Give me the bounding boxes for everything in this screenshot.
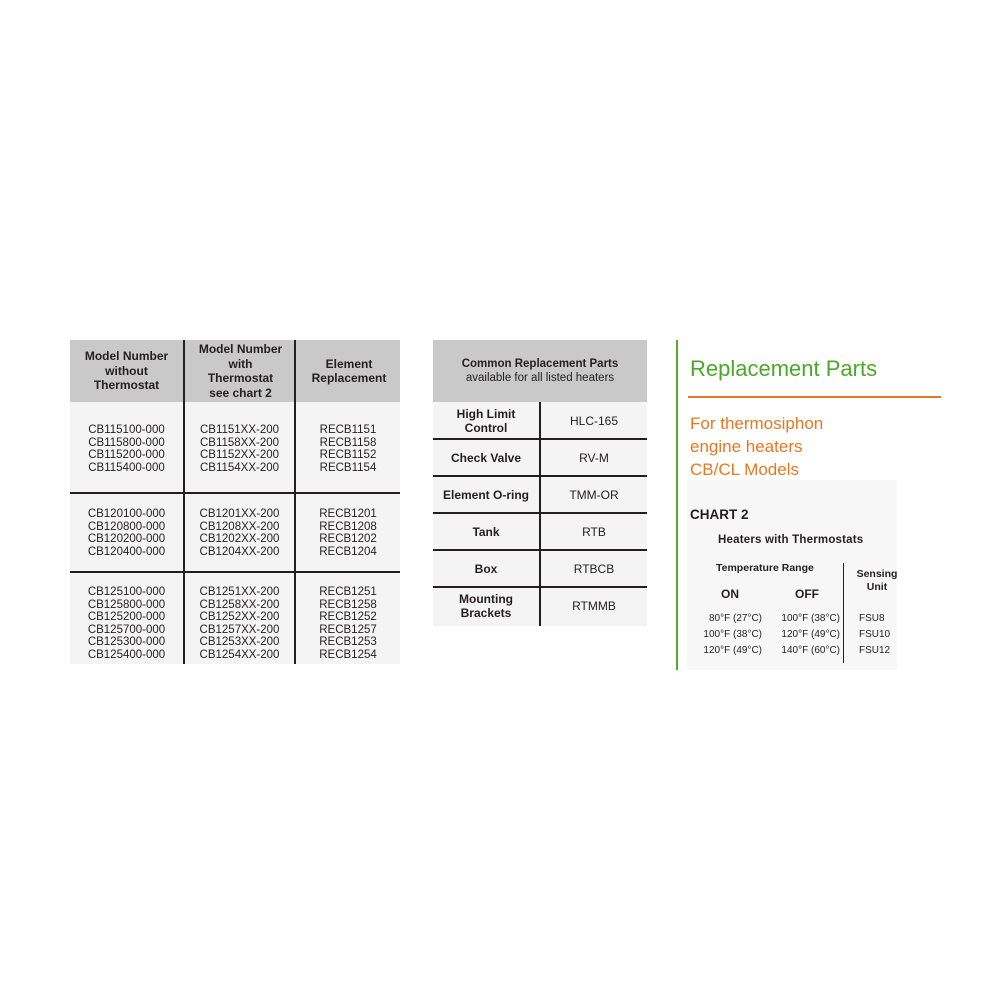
part-row bbox=[433, 476, 647, 513]
sensing-unit: FSU8 bbox=[859, 613, 885, 624]
part-number: RTMMB bbox=[572, 598, 616, 613]
temp-off: 140°F (60°C) bbox=[781, 645, 840, 656]
element-replacement: RECB1253 bbox=[319, 636, 377, 648]
part-name: Mounting Brackets bbox=[459, 591, 513, 620]
model-with-thermostat: CB1201XX-200 bbox=[199, 508, 280, 520]
model-with-thermostat: CB1204XX-200 bbox=[199, 545, 280, 558]
off-column-header: OFF bbox=[795, 587, 819, 601]
header-element-replacement: Element Replacement bbox=[311, 356, 387, 385]
sensing-unit-header: Sensing Unit bbox=[856, 568, 898, 593]
model-without-thermostat-list bbox=[70, 424, 183, 474]
part-name: Element O-ring bbox=[442, 487, 529, 502]
model-without-thermostat: CB125300-000 bbox=[87, 636, 166, 648]
part-row bbox=[433, 587, 647, 624]
model-with-thermostat: CB1254XX-200 bbox=[199, 648, 280, 661]
model-without-thermostat: CB115400-000 bbox=[88, 461, 165, 474]
part-name: Box bbox=[474, 561, 498, 576]
model-without-thermostat: CB125400-000 bbox=[87, 648, 166, 661]
title-rule bbox=[688, 396, 941, 398]
chart2-title: Heaters with Thermostats bbox=[718, 534, 864, 546]
element-replacement: RECB1154 bbox=[319, 461, 377, 474]
part-number: RTB bbox=[582, 524, 606, 539]
element-replacement: RECB1252 bbox=[319, 611, 377, 623]
model-with-thermostat: CB1258XX-200 bbox=[199, 598, 280, 611]
model-without-thermostat: CB120400-000 bbox=[87, 545, 166, 558]
element-replacement: RECB1254 bbox=[319, 648, 377, 661]
element-replacement: RECB1158 bbox=[319, 436, 377, 449]
model-with-thermostat-list bbox=[184, 508, 295, 558]
element-replacement: RECB1151 bbox=[319, 424, 377, 436]
part-name: Check Valve bbox=[450, 450, 522, 465]
model-without-thermostat: CB125200-000 bbox=[87, 611, 166, 623]
element-replacement: RECB1204 bbox=[319, 545, 377, 558]
model-without-thermostat-list bbox=[70, 586, 183, 661]
model-without-thermostat: CB115800-000 bbox=[88, 436, 165, 449]
chart2-label: CHART 2 bbox=[690, 507, 749, 522]
model-without-thermostat: CB125100-000 bbox=[87, 586, 166, 598]
sensing-unit: FSU10 bbox=[859, 629, 891, 640]
temp-on: 100°F (38°C) bbox=[703, 629, 762, 640]
group-divider bbox=[70, 492, 400, 494]
model-without-thermostat: CB120200-000 bbox=[87, 533, 166, 545]
element-replacement-list bbox=[296, 586, 400, 661]
model-without-thermostat: CB120100-000 bbox=[87, 508, 166, 520]
common-parts-table bbox=[433, 340, 647, 626]
element-replacement: RECB1258 bbox=[319, 598, 377, 611]
model-with-thermostat: CB1154XX-200 bbox=[199, 461, 280, 474]
part-row bbox=[433, 402, 647, 439]
temp-on: 120°F (49°C) bbox=[703, 645, 762, 656]
element-replacement-list bbox=[296, 424, 400, 474]
element-replacement: RECB1251 bbox=[319, 586, 377, 598]
part-row bbox=[433, 439, 647, 476]
parts-header-subtitle: available for all listed heaters bbox=[465, 372, 615, 384]
element-replacement: RECB1202 bbox=[319, 533, 377, 545]
temperature-range-label: Temperature Range bbox=[716, 562, 814, 574]
model-with-thermostat: CB1257XX-200 bbox=[199, 623, 280, 636]
model-without-thermostat-list bbox=[70, 508, 183, 558]
sensing-divider bbox=[843, 563, 844, 663]
part-number: RTBCB bbox=[573, 561, 615, 576]
element-replacement: RECB1201 bbox=[319, 508, 377, 520]
model-with-thermostat: CB1158XX-200 bbox=[199, 436, 280, 449]
model-with-thermostat-list bbox=[184, 586, 295, 661]
temp-off: 120°F (49°C) bbox=[781, 629, 840, 640]
parts-table-header bbox=[433, 340, 647, 402]
part-row bbox=[433, 550, 647, 587]
model-without-thermostat: CB125700-000 bbox=[87, 623, 166, 636]
header-without-thermostat: Model Number without Thermostat bbox=[84, 349, 169, 393]
model-without-thermostat: CB125800-000 bbox=[87, 598, 166, 611]
parts-header-title: Common Replacement Parts bbox=[461, 358, 619, 370]
element-replacement: RECB1152 bbox=[319, 449, 377, 461]
model-with-thermostat: CB1208XX-200 bbox=[199, 520, 280, 533]
part-number: HLC-165 bbox=[569, 413, 619, 428]
model-with-thermostat: CB1152XX-200 bbox=[199, 449, 280, 461]
on-column-header: ON bbox=[721, 587, 739, 601]
model-with-thermostat: CB1253XX-200 bbox=[199, 636, 280, 648]
part-row bbox=[433, 513, 647, 550]
element-replacement: RECB1208 bbox=[319, 520, 377, 533]
accent-bar bbox=[676, 340, 678, 670]
model-with-thermostat: CB1252XX-200 bbox=[199, 611, 280, 623]
panel-title: Replacement Parts bbox=[690, 356, 878, 381]
part-name: Tank bbox=[472, 524, 500, 539]
model-number-table bbox=[70, 340, 400, 664]
temp-off: 100°F (38°C) bbox=[781, 613, 840, 624]
panel-subtitle: For thermosiphon engine heaters CB/CL Models bbox=[690, 414, 824, 479]
header-with-thermostat: Model Number with Thermostat see chart 2 bbox=[198, 342, 283, 400]
part-number: TMM-OR bbox=[569, 487, 619, 502]
model-with-thermostat: CB1151XX-200 bbox=[199, 424, 280, 436]
sensing-unit: FSU12 bbox=[859, 645, 891, 656]
element-replacement-list bbox=[296, 508, 400, 558]
group-divider bbox=[70, 571, 400, 573]
element-replacement: RECB1257 bbox=[319, 623, 377, 636]
model-with-thermostat: CB1251XX-200 bbox=[199, 586, 280, 598]
part-number: RV-M bbox=[579, 450, 609, 465]
temp-on: 80°F (27°C) bbox=[708, 613, 762, 624]
model-without-thermostat: CB115200-000 bbox=[88, 449, 165, 461]
model-with-thermostat: CB1202XX-200 bbox=[199, 533, 280, 545]
part-name: High Limit Control bbox=[456, 406, 516, 435]
model-with-thermostat-list bbox=[184, 424, 295, 474]
model-without-thermostat: CB115100-000 bbox=[88, 424, 165, 436]
model-without-thermostat: CB120800-000 bbox=[87, 520, 166, 533]
